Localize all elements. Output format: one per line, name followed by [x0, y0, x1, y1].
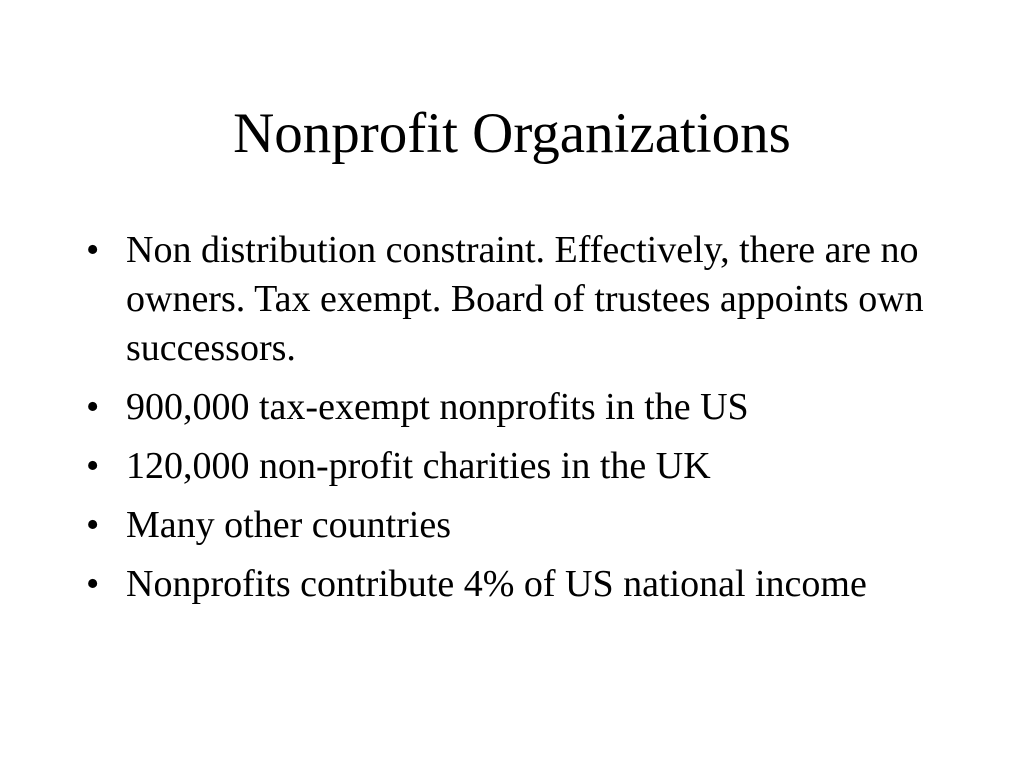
bullet-item [86, 501, 946, 550]
bullet-item [86, 442, 946, 491]
bullet-item [86, 383, 946, 432]
bullet-icon: • [86, 229, 100, 271]
bullet-text: Many other countries [126, 504, 452, 546]
bullet-list [86, 226, 946, 619]
bullet-text: 900,000 tax-exempt nonprofits in the US [126, 386, 749, 428]
bullet-icon: • [86, 504, 100, 546]
bullet-item [86, 560, 946, 609]
bullet-icon: • [86, 563, 100, 605]
bullet-text: 120,000 non-profit charities in the UK [126, 445, 711, 487]
slide-title: Nonprofit Organizations [233, 102, 791, 165]
bullet-icon: • [86, 445, 100, 487]
bullet-text: Non distribution constraint. Effectively, there are no owners. Tax exempt. Board of trustees appoints own successors. [126, 229, 924, 369]
bullet-item [86, 226, 946, 373]
bullet-icon: • [86, 386, 100, 428]
bullet-text: Nonprofits contribute 4% of US national income [126, 563, 867, 605]
